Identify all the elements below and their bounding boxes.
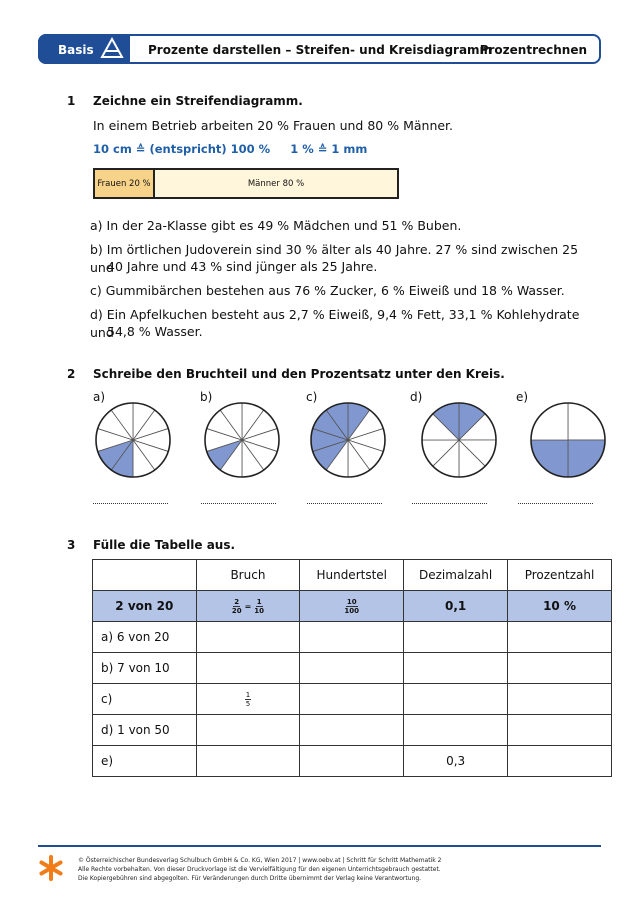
- given-bruch-cell: [196, 684, 300, 715]
- column-header-hundertstel: Hundertstel: [300, 560, 404, 591]
- denominator: 5: [245, 699, 251, 708]
- pie-label-d: d): [410, 390, 423, 404]
- given-dezimal-cell: 0,3: [404, 746, 508, 777]
- table-row: [93, 746, 612, 777]
- pie-chart-b: [202, 400, 282, 480]
- answer-cell[interactable]: [196, 653, 300, 684]
- answer-cell[interactable]: [508, 746, 612, 777]
- row-label: b) 7 von 10: [93, 653, 197, 684]
- answer-cell[interactable]: [300, 715, 404, 746]
- denominator: 100: [344, 606, 360, 615]
- footer-line-3: Die Kopiergebühren sind abgegolten. Für Veränderungen durch Dritte übernimmt der Verlag keine Verantwortung.: [78, 875, 422, 882]
- pie-chart-d: [419, 400, 499, 480]
- task1-item-a: a) In der 2a-Klasse gibt es 49 % Mädchen und 51 % Buben.: [90, 218, 462, 233]
- answer-cell[interactable]: [508, 684, 612, 715]
- example-prozent: 10 %: [508, 591, 612, 622]
- task1-item-c: c) Gummibärchen bestehen aus 76 % Zucker, 6 % Eiweiß und 18 % Wasser.: [90, 283, 565, 298]
- pie-label-c: c): [306, 390, 318, 404]
- answer-cell[interactable]: [196, 746, 300, 777]
- answer-cell[interactable]: [196, 715, 300, 746]
- answer-cell[interactable]: [300, 622, 404, 653]
- answer-cell[interactable]: [196, 622, 300, 653]
- table-row: [93, 684, 612, 715]
- pie-chart-c: [308, 400, 388, 480]
- example-bruch: [196, 591, 300, 622]
- numerator: 1: [245, 690, 251, 699]
- fraction: [232, 598, 242, 615]
- table-row: [93, 622, 612, 653]
- publisher-star-logo: [38, 853, 64, 883]
- task2-heading: Schreibe den Bruchteil und den Prozentsatz unter den Kreis.: [93, 367, 505, 381]
- level-badge: [38, 34, 130, 64]
- stripe-men-label: Männer 80 %: [247, 178, 305, 189]
- stripe-men-segment: [155, 170, 397, 197]
- example-hundertstel: [300, 591, 404, 622]
- fraction: [344, 598, 359, 615]
- footer-line-2: Alle Rechte vorbehalten. Von dieser Druckvorlage ist die Vervielfältigung für den eigenen Unterrichtsgebrauch gestattet.: [78, 866, 441, 873]
- answer-line-b[interactable]: [201, 498, 276, 504]
- page-header: [38, 34, 601, 64]
- column-header: [93, 560, 197, 591]
- stripe-women-label: Frauen 20 %: [97, 178, 151, 189]
- answer-cell[interactable]: [404, 622, 508, 653]
- answer-cell[interactable]: [300, 684, 404, 715]
- task-number-2: 2: [67, 367, 76, 381]
- fraction: [245, 691, 251, 708]
- footer-divider: [38, 845, 601, 847]
- task-number-3: 3: [67, 538, 76, 552]
- answer-cell[interactable]: [508, 715, 612, 746]
- answer-cell[interactable]: [404, 715, 508, 746]
- task1-item-b-cont: 40 Jahre und 43 % sind jünger als 25 Jahre.: [107, 259, 378, 274]
- pie-chart-a: [93, 400, 173, 480]
- answer-cell[interactable]: [300, 746, 404, 777]
- pie-chart-e: [528, 400, 608, 480]
- table-header-row: [93, 560, 612, 591]
- pie-label-a: a): [93, 390, 106, 404]
- example-label: 2 von 20: [93, 591, 197, 622]
- row-label: a) 6 von 20: [93, 622, 197, 653]
- answer-line-a[interactable]: [93, 498, 168, 504]
- answer-cell[interactable]: [300, 653, 404, 684]
- answer-line-d[interactable]: [412, 498, 487, 504]
- equals-sign: =: [244, 601, 252, 611]
- column-header-bruch: Bruch: [196, 560, 300, 591]
- task-number-1: 1: [67, 94, 76, 108]
- numerator: 10: [346, 597, 357, 606]
- task1-item-b: b) Im örtlichen Judoverein sind 30 % älter als 40 Jahre. 27 % sind zwischen 25 und: [90, 242, 579, 275]
- column-header-prozentzahl: Prozentzahl: [508, 560, 612, 591]
- example-dezimal: 0,1: [404, 591, 508, 622]
- row-label: e): [93, 746, 197, 777]
- denominator: 20: [231, 606, 242, 615]
- section-title: Prozentrechnen: [479, 43, 587, 57]
- answer-line-c[interactable]: [307, 498, 382, 504]
- numerator: 1: [256, 597, 262, 606]
- worksheet-title: Prozente darstellen – Streifen- und Kreisdiagramm: [148, 43, 493, 57]
- task1-item-d: d) Ein Apfelkuchen besteht aus 2,7 % Eiweiß, 9,4 % Fett, 33,1 % Kohlehydrate und: [90, 307, 580, 340]
- table-row: [93, 653, 612, 684]
- copyright-notice: [78, 856, 588, 883]
- denominator: 10: [254, 606, 265, 615]
- scale-note: 10 cm ≙ (entspricht) 100 % 1 % ≙ 1 mm: [93, 142, 368, 156]
- pie-label-b: b): [200, 390, 213, 404]
- answer-cell[interactable]: [404, 684, 508, 715]
- task1-item-d-cont: 54,8 % Wasser.: [107, 324, 203, 339]
- numerator: 2: [234, 597, 240, 606]
- answer-cell[interactable]: [404, 653, 508, 684]
- stripe-diagram-example: [93, 168, 399, 199]
- task1-intro: In einem Betrieb arbeiten 20 % Frauen und 80 % Männer.: [93, 118, 454, 133]
- footer-line-1: © Österreichischer Bundesverlag Schulbuch GmbH & Co. KG, Wien 2017 | www.oebv.at | Schritt für Schritt Mathematik 2: [78, 857, 442, 864]
- row-label: d) 1 von 50: [93, 715, 197, 746]
- fraction: [254, 598, 264, 615]
- answer-line-e[interactable]: [518, 498, 593, 504]
- answer-cell[interactable]: [508, 622, 612, 653]
- row-label: c): [93, 684, 197, 715]
- answer-cell[interactable]: [508, 653, 612, 684]
- badge-label: Basis: [58, 43, 94, 57]
- example-row: [93, 591, 612, 622]
- table-row: [93, 715, 612, 746]
- pie-label-e: e): [516, 390, 529, 404]
- triangle-level-icon: [100, 37, 124, 61]
- task1-heading: Zeichne ein Streifendiagramm.: [93, 94, 303, 108]
- task3-heading: Fülle die Tabelle aus.: [93, 538, 236, 552]
- stripe-women-segment: [95, 170, 155, 197]
- column-header-dezimalzahl: Dezimalzahl: [404, 560, 508, 591]
- percent-table: [92, 559, 612, 777]
